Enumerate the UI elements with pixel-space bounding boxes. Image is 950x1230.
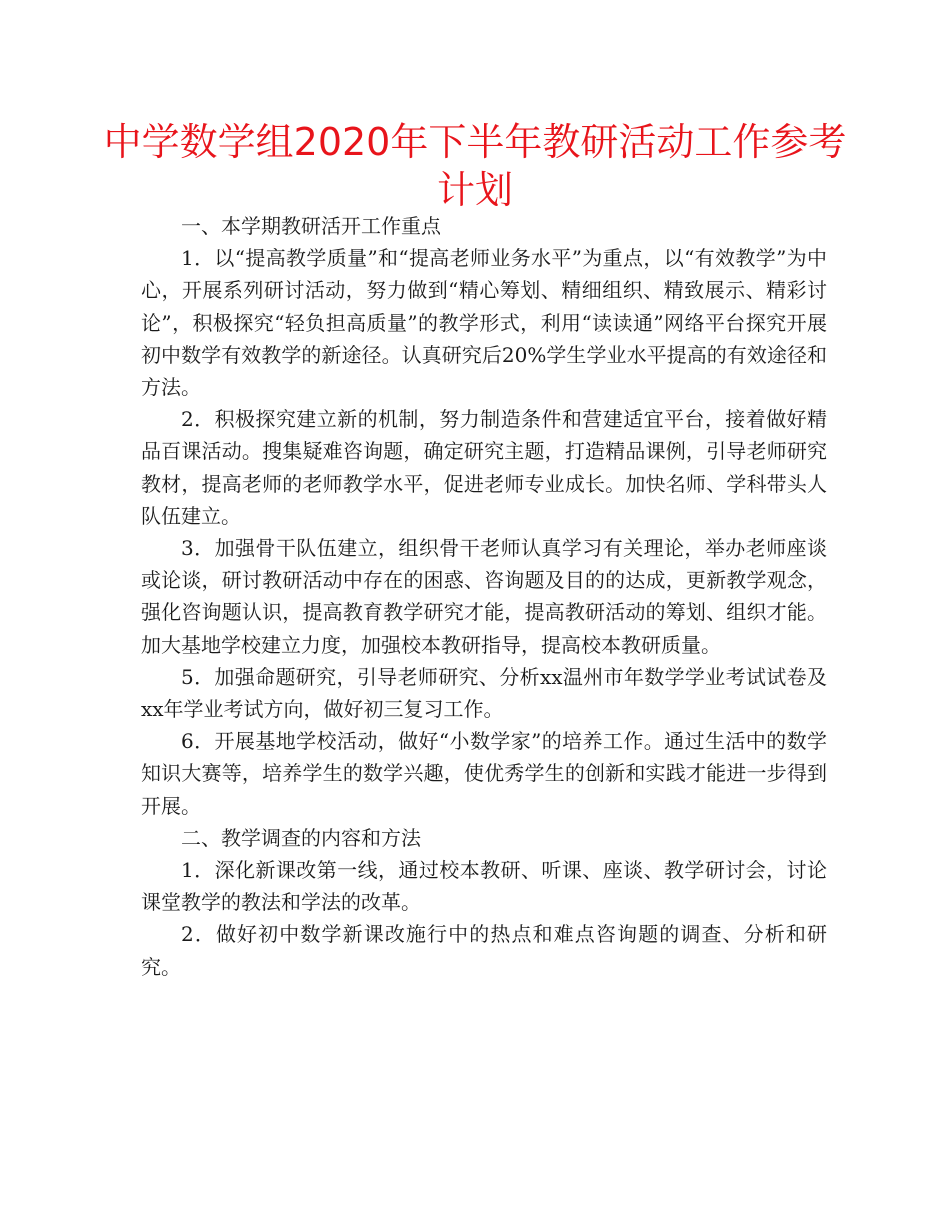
section-heading-2: 二、教学调查的内容和方法: [181, 825, 421, 850]
section-heading-1: 一、本学期教研活开工作重点: [181, 214, 441, 238]
paragraph-item-2: 2．积极探究建立新的机制，努力制造条件和营建适宜平台，接着做好精品百课活动。搜集疑难咨询题，确定研究主题，打造精品课例，引导老师研究教材，提高老师的老师教学水平，促进老师专业成长。加快名师、学科带头人队伍建立。: [141, 407, 827, 528]
document-title: 中学数学组2020年下半年教研活动工作参考计划: [103, 120, 847, 212]
paragraph-survey-2: 2．做好初中数学新课改施行中的热点和难点咨询题的调查、分析和研究。: [141, 922, 827, 979]
document-body: [141, 210, 827, 983]
paragraph-item-5: 5．加强命题研究，引导老师研究、分析xx温州市年数学学业考试试卷及xx年学业考试方向，做好初三复习工作。: [141, 664, 827, 722]
paragraph-survey-1: 1．深化新课改第一线，通过校本教研、听课、座谈、教学研讨会，讨论课堂教学的教法和学法的改革。: [141, 858, 827, 915]
paragraph-item-1: 1．以“提高教学质量”和“提高老师业务水平”为重点，以“有效教学”为中心，开展系列研讨活动，努力做到“精心筹划、精细组织、精致展示、精彩讨论”，积极探究“轻负担高质量”的教学形式，利用“读读通”网络平台探究开展初中数学有效教学的新途径。认真研究后20%学生学业水平提高的有效途径和方法。: [141, 246, 827, 400]
paragraph-item-6: 6．开展基地学校活动，做好“小数学家”的培养工作。通过生活中的数学知识大赛等，培养学生的数学兴趣，使优秀学生的创新和实践才能进一步得到开展。: [141, 729, 827, 818]
paragraph-item-3: 3．加强骨干队伍建立，组织骨干老师认真学习有关理论，举办老师座谈或论谈，研讨教研活动中存在的困惑、咨询题及目的的达成，更新教学观念，强化咨询题认识，提高教育教学研究才能，提高教研活动的筹划、组织才能。加大基地学校建立力度，加强校本教研指导，提高校本教研质量。: [141, 536, 827, 657]
